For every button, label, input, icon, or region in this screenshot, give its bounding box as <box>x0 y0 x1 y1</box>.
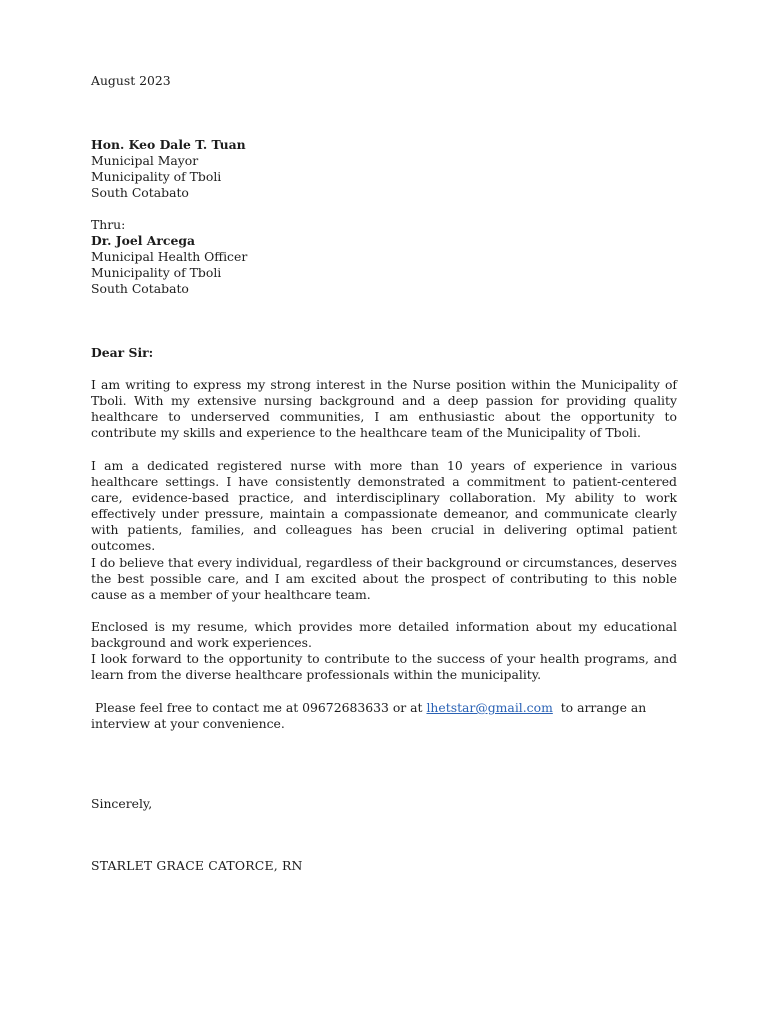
thru-title: Municipal Health Officer <box>91 249 248 264</box>
paragraph-1: I am writing to express my strong interest in the Nurse position within the Municipality of Tboli. With my extensive nursing background and a deep passion for providing quality healthcare to underserved communities, I am enthusiastic about the opportunity to contribute my skills and experience to the healthcare team of the Municipality of Tboli. <box>91 377 677 441</box>
contact-text-before: Please feel free to contact me at 09672683633 or at <box>91 700 427 715</box>
salutation: Dear Sir: <box>91 345 154 360</box>
thru-org: Municipality of Tboli <box>91 265 222 280</box>
paragraph-2: I am a dedicated registered nurse with more than 10 years of experience in various healthcare settings. I have consistently demonstrated a commitment to patient-centered care, evidence-based practice, and interdisciplinary collaboration. My ability to work effectively under pressure, maintain a compassionate demeanor, and communicate clearly with patients, families, and colleagues has been crucial in delivering optimal patient outcomes. <box>91 458 677 554</box>
signature-name: STARLET GRACE CATORCE, RN <box>91 858 303 873</box>
letter-date: August 2023 <box>91 73 171 88</box>
contact-paragraph <box>91 700 677 732</box>
thru-location: South Cotabato <box>91 281 189 296</box>
thru-label: Thru: <box>91 217 126 232</box>
recipient-block <box>91 137 246 201</box>
recipient-org: Municipality of Tboli <box>91 169 222 184</box>
thru-name: Dr. Joel Arcega <box>91 233 196 248</box>
paragraph-4a: Enclosed is my resume, which provides more detailed information about my educational background and work experiences. <box>91 619 677 651</box>
recipient-location: South Cotabato <box>91 185 189 200</box>
email-link[interactable]: lhetstar@gmail.com <box>426 700 553 715</box>
paragraph-4b: I look forward to the opportunity to contribute to the success of your health programs, and learn from the diverse healthcare professionals within the municipality. <box>91 651 677 683</box>
thru-block <box>91 217 247 297</box>
recipient-name: Hon. Keo Dale T. Tuan <box>91 137 246 152</box>
recipient-title: Municipal Mayor <box>91 153 199 168</box>
closing: Sincerely, <box>91 796 153 811</box>
paragraph-3: I do believe that every individual, regardless of their background or circumstances, deserves the best possible care, and I am excited about the prospect of contributing to this noble cause as a member of your healthcare team. <box>91 555 677 603</box>
contact-text-after: to arrange an interview at your convenience. <box>91 700 651 732</box>
